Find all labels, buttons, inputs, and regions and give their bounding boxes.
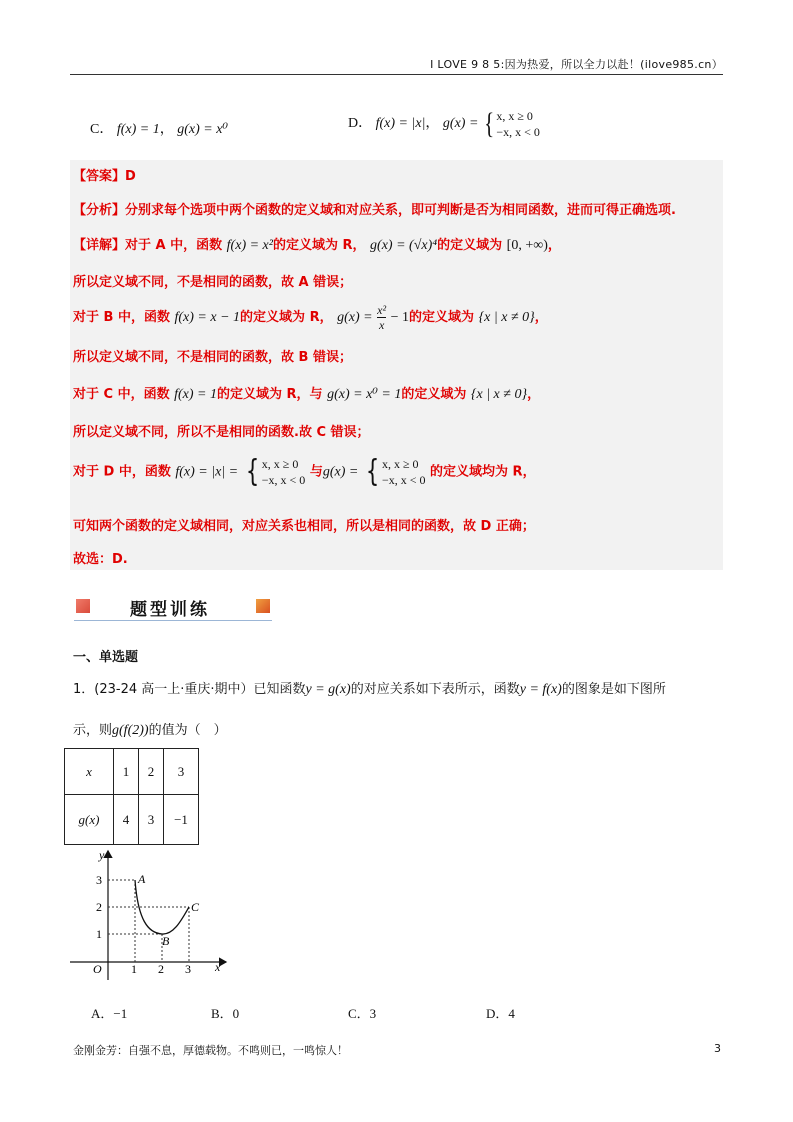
detail-c-g: g(x) = x⁰ = 1	[327, 387, 402, 402]
table-cell: g(x)	[65, 795, 114, 845]
option-c-label: C．	[90, 122, 114, 137]
table-cell: x	[65, 749, 114, 795]
choice-d	[486, 1003, 515, 1022]
point-b-label: B	[162, 934, 170, 948]
detail-b-den: x	[378, 318, 385, 332]
option-c: C． f(x) = 1， g(x) = x⁰	[90, 122, 229, 137]
choice-d-value: 4	[508, 1006, 515, 1021]
analysis-label: 【分析】	[73, 203, 126, 218]
detail-a-text4: ，	[547, 238, 561, 253]
detail-a-g: g(x) = (√x)⁴	[370, 238, 438, 253]
subsection-title: 一、单选题	[73, 650, 139, 665]
choose-line: 故选：D.	[73, 552, 128, 567]
footer-motto: 金刚金芳：自强不息，厚德载物。不鸣则已，一鸣惊人！	[73, 1044, 348, 1057]
answer-label: 【答案】	[73, 169, 126, 184]
table-cell: 4	[114, 795, 139, 845]
detail-b-g-post: − 1	[390, 310, 410, 325]
question-text4: 示，则	[73, 723, 113, 738]
choice-a	[91, 1003, 127, 1022]
detail-d-brace2: {	[365, 454, 380, 489]
x-tick-2: 2	[158, 962, 164, 976]
question-line2	[73, 719, 227, 739]
detail-d-conclusion: 可知两个函数的定义域相同，对应关系也相同，所以是相同的函数，故 D 正确；	[73, 519, 535, 534]
detail-a-domain: [0, +∞)	[506, 238, 548, 253]
question-line1	[73, 678, 666, 698]
detail-b-f: f(x) = x − 1	[174, 310, 241, 325]
g-table	[64, 748, 199, 845]
x-tick-3: 3	[185, 962, 191, 976]
option-d-case2: −x, x < 0	[496, 125, 540, 139]
option-d-label: D．	[348, 116, 373, 132]
option-d: D． f(x) = |x|， g(x) = { x, x ≥ 0 −x, x < 0	[348, 107, 540, 140]
x-tick-1: 1	[131, 962, 137, 976]
option-c-g: g(x) = x⁰	[177, 122, 229, 137]
detail-c-f: f(x) = 1	[174, 387, 217, 402]
detail-b-text4: ，	[534, 310, 548, 325]
detail-b-g: g(x) =	[337, 310, 373, 325]
detail-b-domain: {x | x ≠ 0}	[478, 310, 535, 325]
detail-d-text1: 对于 D 中，函数	[73, 464, 171, 480]
detail-c-text3: 的定义域为	[401, 387, 467, 402]
detail-c-text1: 对于 C 中，函数	[73, 387, 170, 402]
choice-c-value: 3	[369, 1006, 377, 1021]
point-c-label: C	[191, 900, 200, 914]
detail-b-line	[73, 303, 548, 332]
y-tick-2: 2	[96, 900, 102, 914]
option-d-f: f(x) = |x|	[375, 116, 426, 132]
choice-a-value: −1	[113, 1006, 128, 1021]
detail-d-g-case2: −x, x < 0	[381, 473, 426, 487]
table-cell: 3	[164, 749, 199, 795]
section-title: 题型训练	[130, 600, 210, 620]
table-cell: 1	[114, 749, 139, 795]
origin-label: O	[93, 962, 102, 976]
detail-d-g: g(x) =	[322, 464, 359, 480]
question-text3: 的图象是如下图所	[561, 682, 666, 697]
section-marker-right	[256, 599, 270, 613]
detail-a-text2: 的定义域为 R，	[272, 238, 366, 253]
page-header: I LOVE 9 8 5:因为热爱，所以全力以赴！(ilove985.cn）	[430, 58, 723, 71]
option-d-case1: x, x ≥ 0	[496, 109, 533, 123]
detail-c-line	[73, 383, 540, 403]
detail-a-text3: 的定义域为	[437, 238, 503, 253]
choice-c	[348, 1003, 376, 1022]
option-d-g: g(x) =	[442, 116, 479, 132]
x-axis-label: x	[215, 960, 221, 974]
choice-b-value: 0	[232, 1006, 240, 1021]
choice-b-label: B．	[211, 1006, 233, 1021]
function-graph	[68, 845, 238, 985]
detail-a-text1: 对于 A 中，函数	[125, 238, 223, 253]
detail-b-text1: 对于 B 中，函数	[73, 310, 170, 325]
question-math2: y = f(x)	[519, 682, 562, 697]
choice-d-label: D．	[486, 1006, 509, 1021]
detail-d-f: f(x) = |x| =	[175, 464, 239, 480]
detail-d-g-case1: x, x ≥ 0	[381, 457, 419, 471]
detail-a-conclusion: 所以定义域不同，不是相同的函数，故 A 错误；	[73, 275, 353, 290]
detail-label: 【详解】	[73, 238, 126, 253]
header-rule	[70, 74, 723, 75]
question-text1: 1．(23-24 高一上·重庆·期中）已知函数	[73, 682, 306, 697]
question-text5: 的值为（ ）	[148, 723, 227, 738]
answer-value: D	[125, 169, 136, 184]
question-text2: 的对应关系如下表所示，函数	[350, 682, 520, 697]
option-d-brace: {	[484, 107, 495, 140]
choice-c-label: C．	[348, 1006, 370, 1021]
choice-b	[211, 1003, 239, 1022]
detail-d-brace1: {	[245, 454, 259, 489]
detail-b-conclusion: 所以定义域不同，不是相同的函数，故 B 错误；	[73, 350, 352, 365]
answer-line	[73, 165, 136, 184]
page-number: 3	[714, 1042, 721, 1055]
choice-a-label: A．	[91, 1006, 114, 1021]
point-a-label: A	[138, 872, 146, 886]
detail-d-text2: 与	[309, 464, 323, 480]
detail-d-text3: 的定义域均为 R，	[430, 464, 536, 480]
y-tick-3: 3	[96, 873, 102, 887]
analysis-line	[73, 199, 676, 218]
detail-c-text2: 的定义域为 R，与	[217, 387, 323, 402]
y-tick-1: 1	[96, 927, 102, 941]
detail-b-text3: 的定义域为	[409, 310, 475, 325]
option-c-f: f(x) = 1	[116, 122, 160, 137]
detail-b-fraction	[377, 303, 386, 332]
question-math3: g(f(2))	[112, 723, 149, 738]
detail-d-f-case1: x, x ≥ 0	[261, 457, 299, 471]
table-cell: −1	[164, 795, 199, 845]
question-math1: y = g(x)	[305, 682, 351, 697]
detail-d-line	[73, 456, 536, 488]
detail-d-f-case2: −x, x < 0	[261, 473, 306, 487]
detail-b-num: x²	[377, 303, 387, 317]
detail-a-f: f(x) = x²	[226, 238, 273, 253]
detail-b-text2: 的定义域为 R，	[240, 310, 333, 325]
table-row	[65, 749, 199, 795]
section-marker-left	[76, 599, 90, 613]
detail-a-line	[73, 234, 561, 254]
section-header	[74, 594, 272, 621]
table-row	[65, 795, 199, 845]
detail-c-domain: {x | x ≠ 0}	[470, 387, 528, 402]
detail-c-conclusion: 所以定义域不同，所以不是相同的函数.故 C 错误；	[73, 425, 370, 440]
analysis-text: 分别求每个选项中两个函数的定义域和对应关系，即可判断是否为相同函数，进而可得正确选项.	[125, 203, 676, 218]
table-cell: 3	[139, 795, 164, 845]
detail-c-text4: ，	[527, 387, 541, 402]
table-cell: 2	[139, 749, 164, 795]
y-axis-label: y	[99, 848, 105, 862]
answer-panel	[70, 160, 723, 570]
